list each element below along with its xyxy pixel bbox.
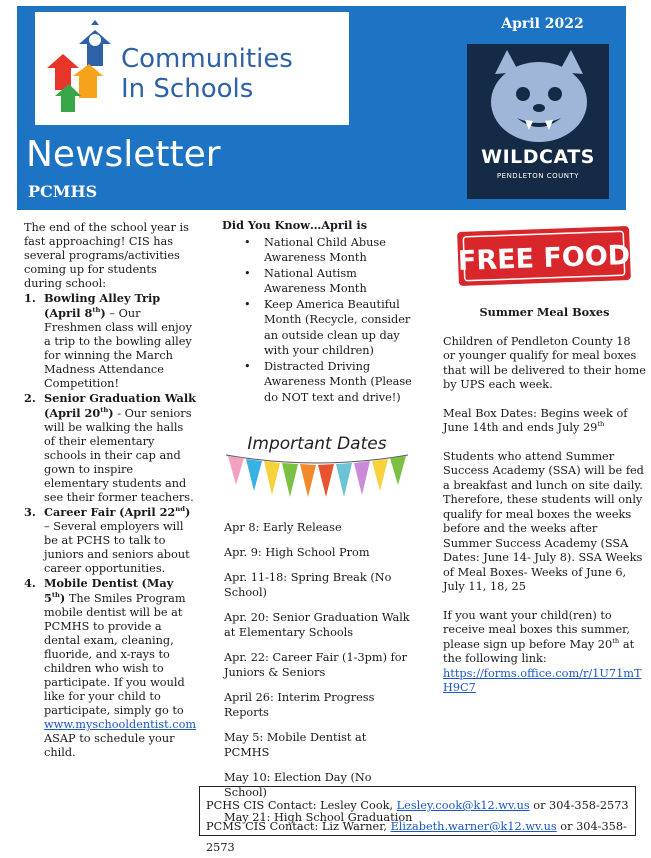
intro-text: The end of the school year is fast approaching! CIS has several programs/activities coming up for students during school: (24, 221, 189, 290)
event-number: 1. (24, 291, 36, 305)
awareness-item: • Keep America Beautiful Month (Recycle, consider an outside clean up day with your children) (222, 297, 412, 359)
cis-logo (35, 12, 349, 125)
event-description: The Smiles Program mobile dentist will be at PCMHS to provide a dental exam, cleaning, fluoride, and x-rays to children who wish to participate. If you would like for your child to participate, simply go to (44, 592, 186, 717)
important-dates-heading: Important Dates (247, 434, 387, 454)
signup-suffix: th (612, 636, 620, 645)
awareness-item: • National Child Abuse Awareness Month (222, 235, 412, 266)
school-house-icon (41, 20, 121, 120)
event-number: 2. (24, 391, 36, 405)
mascot-image (467, 44, 609, 199)
event-number: 3. (24, 505, 36, 519)
date-item: May 5: Mobile Dentist at PCMHS (224, 731, 367, 759)
event-item (24, 391, 196, 505)
ssa-info: Students who attend Summer Success Academy (SSA) will be fed a breakfast and lunch on site daily. Therefore, these students will only qualify for meal boxes the weeks before and the weeks after Summer Success Academy (SSA Dates: June 14- July 8). SSA Weeks of Meal Boxes- Weeks of June 6, July 11, 18, 25 (443, 449, 644, 593)
signup-text: If you want your child(ren) to receive meal boxes this summer, please sign up before May 20 (443, 608, 630, 651)
contact-row (206, 795, 635, 816)
header-side-panel (459, 6, 626, 210)
important-dates-banner (222, 425, 412, 505)
event-description: - Our seniors will be walking the halls of their elementary schools in their cap and gown to inspire elementary students and see their former teachers. (44, 407, 194, 504)
event-date-suffix: th (92, 306, 101, 315)
event-date: (April 8 (44, 306, 93, 320)
contact-email-link[interactable]: Lesley.cook@k12.wv.us (396, 799, 530, 812)
event-date-close: ) (100, 306, 106, 320)
wildcat-icon (467, 44, 609, 154)
event-title: Bowling Alley Trip (44, 291, 161, 305)
meal-eligibility: Children of Pendleton County 18 or younger qualify for meal boxes that will be delivered to their home by UPS each week. (443, 334, 646, 391)
event-date-close: ) (59, 591, 66, 605)
free-food-text: FREE FOOD (457, 240, 631, 277)
event-item (24, 505, 196, 576)
contact-label: PCHS CIS Contact: Lesley Cook, (206, 799, 397, 812)
event-date: (April 22 (119, 505, 176, 519)
date-item: May 21: High School Graduation (224, 811, 413, 824)
contact-email-link[interactable]: Elizabeth.warner@k12.wv.us (390, 820, 557, 833)
event-title: Career Fair (44, 505, 116, 519)
event-description: – Several employers will be at PCHS to talk to juniors and seniors about career opportunities. (44, 520, 190, 575)
date-item: Apr. 20: Senior Graduation Walk at Elementary Schools (224, 611, 410, 639)
date-item: Apr. 9: High School Prom (224, 546, 370, 559)
event-date-close: ) (184, 505, 191, 519)
meal-boxes-title: Summer Meal Boxes (479, 305, 610, 319)
meal-dates-text: Meal Box Dates: Begins week of June 14th and ends July 29 (443, 406, 628, 434)
newsletter-title: Newsletter (26, 134, 221, 175)
event-number: 4. (24, 576, 36, 590)
mascot-county: PENDLETON COUNTY (496, 172, 580, 180)
did-you-know-title: Did You Know…April is (222, 218, 368, 232)
contacts-box (199, 786, 636, 854)
school-name: PCMHS (28, 182, 98, 201)
contact-phone: or 304-358-2573 (529, 799, 629, 812)
logo-text-line1: Communities (121, 44, 293, 74)
event-item (24, 576, 196, 760)
event-date-suffix: th (100, 406, 109, 415)
logo-text-line2: In Schools (121, 74, 254, 104)
free-food-stamp (455, 223, 633, 288)
mascot-name: WILDCATS (481, 146, 595, 168)
meal-dates (443, 407, 646, 436)
meal-dates-suffix: th (597, 420, 605, 429)
header-banner (17, 6, 459, 210)
awareness-list (222, 235, 412, 406)
did-you-know-section (222, 218, 412, 405)
meal-boxes-section (443, 305, 646, 710)
event-date: (April 20 (44, 406, 101, 420)
event-title: Senior Graduation Walk (44, 391, 196, 405)
date-item: Apr. 11-18: Spring Break (No School) (224, 571, 392, 599)
event-description-tail: ASAP to schedule your child. (44, 732, 175, 759)
signup-text-tail: at the following link: (443, 637, 635, 665)
contact-row (206, 816, 635, 858)
event-item (24, 291, 196, 391)
signup-link[interactable]: https://forms.office.com/r/1U71mTH9C7 (443, 666, 642, 694)
contact-phone: or 304-358-2573 (206, 820, 627, 854)
awareness-item: • National Autism Awareness Month (222, 266, 412, 297)
event-description: – Our Freshmen class will enjoy a trip to the bowling alley for winning the March Madness Attendance Competition! (44, 307, 192, 390)
event-date-close: ) (108, 406, 114, 420)
date-item: Apr. 22: Career Fair (1-3pm) for Juniors & Seniors (224, 651, 407, 679)
date-item: Apr 8: Early Release (224, 521, 342, 534)
dentist-link[interactable]: www.myschooldentist.com (44, 718, 197, 731)
contact-label: PCMS CIS Contact: Liz Warner, (206, 820, 391, 833)
event-date-suffix: th (51, 591, 60, 600)
event-list (24, 291, 196, 760)
event-date: (May 5 (44, 576, 174, 605)
programs-column (24, 221, 196, 760)
issue-date: April 2022 (501, 16, 584, 32)
date-item: April 26: Interim Progress Reports (224, 691, 375, 719)
event-date-suffix: nd (175, 505, 185, 514)
awareness-item: • Distracted Driving Awareness Month (Please do NOT text and drive!) (222, 359, 412, 406)
event-title: Mobile Dentist (44, 576, 138, 590)
signup-info (443, 609, 646, 696)
date-item: May 10: Election Day (No School) (224, 771, 372, 799)
